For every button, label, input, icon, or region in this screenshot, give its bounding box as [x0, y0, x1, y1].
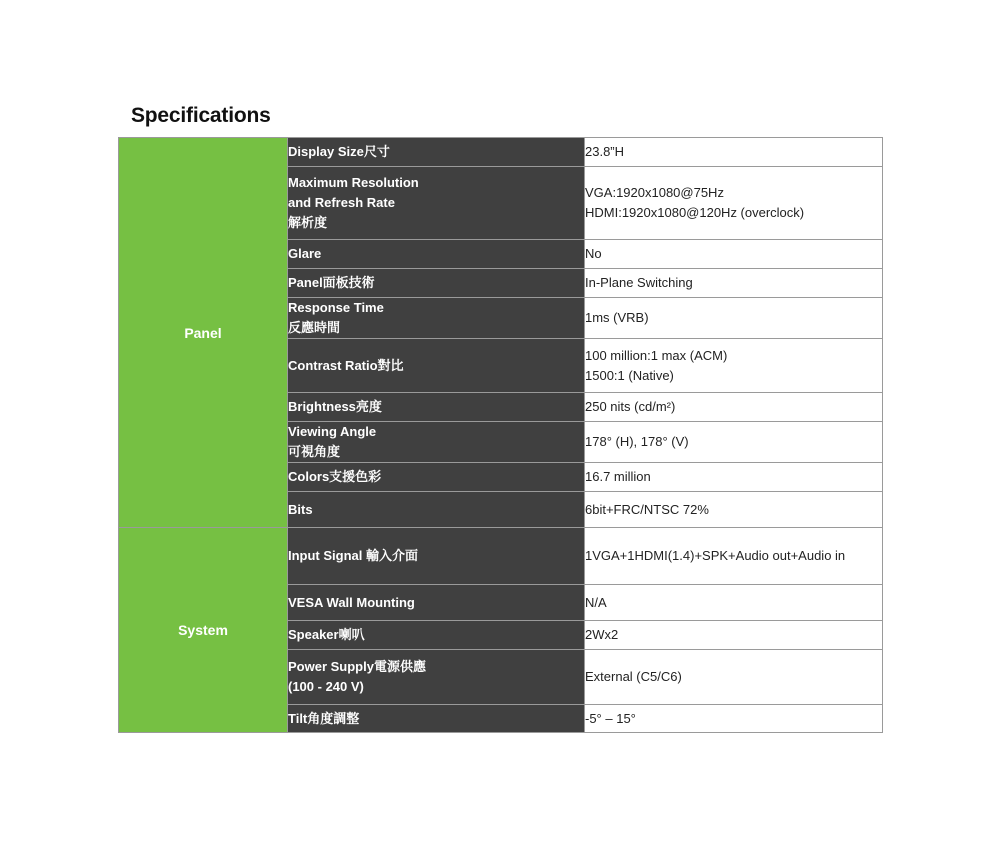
spec-label: Response Time 反應時間 — [288, 298, 585, 339]
specifications-table — [118, 137, 883, 733]
spec-value: 16.7 million — [585, 463, 883, 492]
spec-value: 250 nits (cd/m²) — [585, 393, 883, 422]
spec-label: Viewing Angle 可視角度 — [288, 422, 585, 463]
spec-label: Panel面板技術 — [288, 269, 585, 298]
spec-value: VGA:1920x1080@75Hz HDMI:1920x1080@120Hz (overclock) — [585, 167, 883, 240]
spec-value: 2Wx2 — [585, 621, 883, 650]
spec-label: Glare — [288, 240, 585, 269]
spec-label: Display Size尺寸 — [288, 138, 585, 167]
page-title: Specifications — [131, 104, 271, 127]
spec-value: 6bit+FRC/NTSC 72% — [585, 492, 883, 528]
spec-label: Maximum Resolution and Refresh Rate 解析度 — [288, 167, 585, 240]
spec-label: Brightness亮度 — [288, 393, 585, 422]
spec-label: Colors支援色彩 — [288, 463, 585, 492]
spec-label: Power Supply電源供應 (100 - 240 V) — [288, 650, 585, 705]
spec-row-input-signal — [119, 528, 883, 585]
category-system: System — [119, 528, 288, 733]
spec-label: Tilt角度調整 — [288, 705, 585, 733]
spec-value: No — [585, 240, 883, 269]
spec-value: 100 million:1 max (ACM) 1500:1 (Native) — [585, 339, 883, 393]
spec-value: External (C5/C6) — [585, 650, 883, 705]
category-panel: Panel — [119, 138, 288, 528]
spec-row-display-size — [119, 138, 883, 167]
spec-label: Speaker喇叭 — [288, 621, 585, 650]
spec-value: 1VGA+1HDMI(1.4)+SPK+Audio out+Audio in — [585, 528, 883, 585]
spec-label: VESA Wall Mounting — [288, 585, 585, 621]
spec-label: Contrast Ratio對比 — [288, 339, 585, 393]
spec-label: Bits — [288, 492, 585, 528]
spec-label: Input Signal 輸入介面 — [288, 528, 585, 585]
spec-value: 23.8”H — [585, 138, 883, 167]
spec-value: 178° (H), 178° (V) — [585, 422, 883, 463]
spec-value: -5° – 15° — [585, 705, 883, 733]
spec-value: 1ms (VRB) — [585, 298, 883, 339]
spec-value: In-Plane Switching — [585, 269, 883, 298]
spec-value: N/A — [585, 585, 883, 621]
